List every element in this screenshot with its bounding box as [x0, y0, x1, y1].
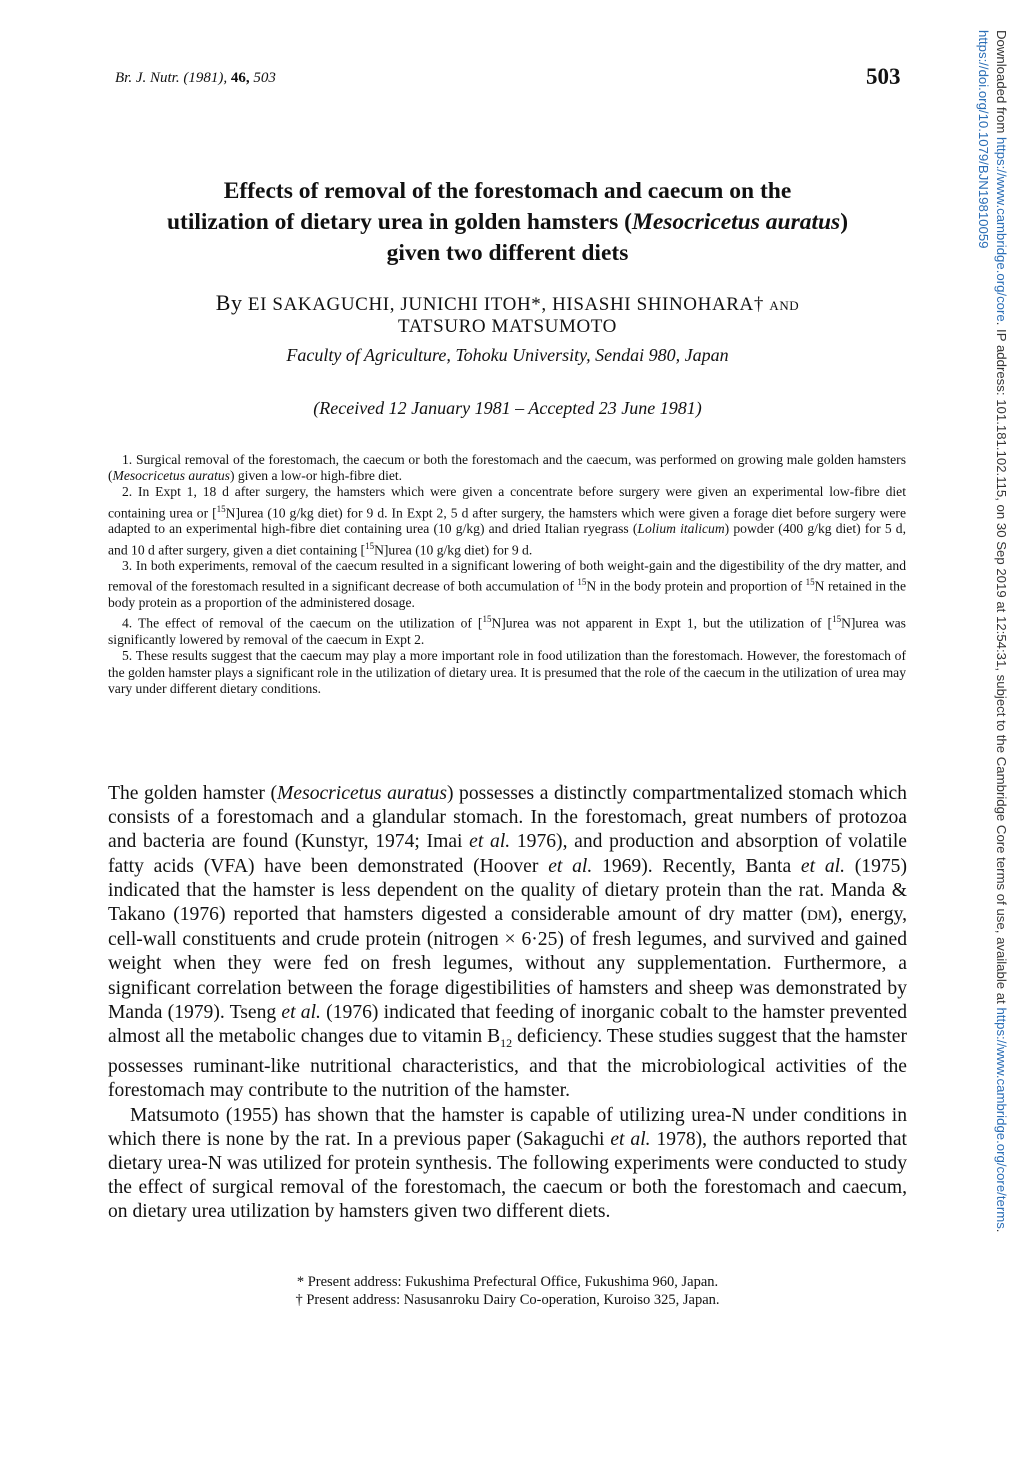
terms-link[interactable]: https://www.cambridge.org/core/terms: [994, 1007, 1009, 1229]
abstract-point-2: [108, 484, 906, 558]
abstract-text: N]urea (10 g/kg diet) for 9 d.: [374, 542, 533, 558]
abstract-text: N]urea (10 g/kg diet) for 9 d. In Expt 2, 5 d after surgery, the hamsters which were given a forage diet before surgery were adapted to an experimental high-fibre diet containing urea (10 g/kg) and dried Italian ryegrass (: [108, 505, 906, 537]
body-paragraph-2: [108, 1104, 907, 1225]
species-name: Mesocricetus auratus: [112, 468, 230, 484]
page-number: 503: [866, 64, 901, 89]
abstract-text: 1. Surgical removal of the forestomach, the caecum or both the forestomach and the caecum, was performed on growing male golden hamsters (: [108, 452, 906, 484]
journal-volume: 46,: [230, 70, 250, 86]
abstract-text: 3. In both experiments, removal of the caecum resulted in a significant lowering of both weight-gain and the digestibility of the dry matter, and removal of the forestomach resulted in a significant decrease of both accumulation of: [108, 558, 906, 595]
footnote-2: † Present address: Nasusanroku Dairy Co-operation, Kuroiso 325, Japan.: [295, 1292, 720, 1308]
author-and: AND: [769, 298, 800, 313]
et-al: et al.: [610, 1128, 651, 1150]
footnotes: [110, 1273, 905, 1309]
abstract-text: ) powder (400 g/kg diet) for 5 d, and 10 d after surgery, given a diet containing [: [108, 521, 906, 558]
abstract-text: N]urea was significantly lowered by removal of the caecum in Expt 2.: [108, 615, 906, 648]
et-al: et al.: [281, 1001, 321, 1023]
running-header: [115, 70, 276, 87]
author-line-1: [110, 292, 905, 316]
journal-year: (1981),: [183, 70, 228, 86]
sidebar-text-run: .: [994, 1228, 1009, 1233]
species-name: Mesocricetus auratus: [277, 783, 447, 804]
title-line-3: given two different diets: [386, 240, 629, 266]
body-text: [108, 782, 907, 1225]
title-line-1: Effects of removal of the forestomach and caecum on the: [223, 178, 792, 204]
download-sidebar: [968, 30, 1010, 1270]
abstract-point-3: [108, 558, 906, 611]
footnote-1: * Present address: Fukushima Prefectural Office, Fukushima 960, Japan.: [296, 1274, 719, 1290]
et-al: et al.: [469, 831, 511, 853]
body-text-run: ) possesses a distinctly compartmentalized stomach which consists of a forestomach and a glandular stomach. In the forestomach, great numbers of protozoa and bacteria are found (Kunstyr, 1974; Imai: [108, 783, 907, 853]
cambridge-core-link[interactable]: https://www.cambridge.org/core: [994, 137, 1009, 322]
abstract-text: 4. The effect of removal of the caecum on the utilization of [: [122, 615, 483, 631]
author-line-2: TATSURO MATSUMOTO: [398, 316, 617, 337]
article-title: [110, 176, 905, 269]
title-line-2: [110, 207, 905, 238]
abstract: [108, 452, 906, 697]
isotope-superscript: 15: [805, 577, 815, 588]
sidebar-text-run: Downloaded from: [994, 30, 1009, 138]
isotope-superscript: 15: [482, 614, 492, 625]
abstract-point-1: [108, 452, 906, 484]
isotope-superscript: 15: [216, 503, 226, 514]
body-text-run: The golden hamster (: [108, 783, 278, 804]
body-text-run: deficiency. These studies suggest that the hamster possesses ruminant-like nutritional characteristics, and that the microbiological activities of the forestomach may contribute to the nutrition of the hamster.: [108, 1026, 907, 1102]
abstract-text: N in the body protein and proportion of: [586, 579, 806, 595]
abbreviation-dm: DM: [806, 908, 832, 925]
affiliation: Faculty of Agriculture, Tohoku University, Sendai 980, Japan: [286, 345, 729, 365]
body-text-run: 1969). Recently, Banta: [592, 855, 801, 877]
vitamin-subscript: 12: [500, 1035, 513, 1050]
title-species: Mesocricetus auratus: [631, 209, 841, 235]
abstract-text: N]urea was not apparent in Expt 1, but the utilization of [: [491, 615, 833, 631]
author-by: By: [215, 290, 243, 315]
isotope-superscript: 15: [365, 540, 375, 551]
received-dates: (Received 12 January 1981 – Accepted 23 June 1981): [313, 398, 702, 418]
et-al: et al.: [548, 855, 593, 877]
abstract-point-4: [108, 611, 906, 648]
body-paragraph-1: [108, 782, 907, 1104]
doi-link[interactable]: https://doi.org/10.1079/BJN19810059: [976, 30, 991, 249]
sidebar-text: [974, 30, 1010, 1232]
species-name: Lolium italicum: [637, 521, 725, 537]
author-list: [110, 292, 905, 337]
body-text-run: (1975) indicated that the hamster is less dependent on the quality of dietary protein than the rat. Manda & Takano (1976) reported that hamsters digested a considerable amount of dry matter (: [108, 855, 907, 926]
body-text-run: 1978), the authors reported that dietary urea-N was utilized for protein synthesis. The following experiments were conducted to study the effect of surgical removal of the forestomach, the caecum or both the forestomach and caecum, on dietary urea utilization by hamsters given two different diets.: [108, 1128, 907, 1223]
body-text-run: ), energy, cell-wall constituents and crude protein (nitrogen × 6·25) of fresh legumes, and survived and gained weight when they were fed on fresh legumes, without any supplementation. Furthermore, a significant correlation between the forage digestibilities of hamsters and sheep was demonstrated by Manda (1979). Tseng: [108, 904, 907, 1023]
journal-page: 503: [253, 70, 276, 86]
abstract-text: N retained in the body protein as a proportion of the administered dosage.: [108, 579, 906, 611]
body-text-run: (1976) indicated that feeding of inorganic cobalt to the hamster prevented almost all the metabolic changes due to vitamin B: [108, 1001, 907, 1048]
abstract-text: ) given a low-or high-fibre diet.: [229, 468, 403, 484]
sidebar-line-1: [992, 30, 1010, 1232]
isotope-superscript: 15: [832, 614, 842, 625]
body-text-run: 1976), and production and absorption of volatile fatty acids (VFA) have been demonstrated (Hoover: [108, 831, 907, 877]
abstract-text: 2. In Expt 1, 18 d after surgery, the hamsters which were given a concentrate before surgery were given an experimental low-fibre diet containing urea or [: [108, 484, 906, 521]
journal-name: Br. J. Nutr.: [115, 70, 180, 86]
title-text: utilization of dietary urea in golden hamsters (: [166, 209, 632, 235]
et-al: et al.: [800, 855, 845, 877]
author-names-1: EI SAKAGUCHI, JUNICHI ITOH*, HISASHI SHINOHARA†: [247, 294, 764, 315]
body-text-run: Matsumoto (1955) has shown that the hamster is capable of utilizing urea-N under conditions in which there is none by the rat. In a previous paper (Sakaguchi: [108, 1104, 907, 1150]
isotope-superscript: 15: [577, 577, 587, 588]
title-text-end: ): [840, 209, 849, 235]
abstract-point-5: 5. These results suggest that the caecum may play a more important role in food utilization than the forestomach. However, the forestomach of the golden hamster plays a significant role in the utilization of dietary urea. It is presumed that the role of the caecum in the utilization of urea may vary under different dietary conditions.: [108, 648, 906, 696]
sidebar-text-run: . IP address: 101.181.102.115, on 30 Sep 2019 at 12:54:31, subject to the Cambridge Core terms of use, available at: [994, 321, 1009, 1008]
